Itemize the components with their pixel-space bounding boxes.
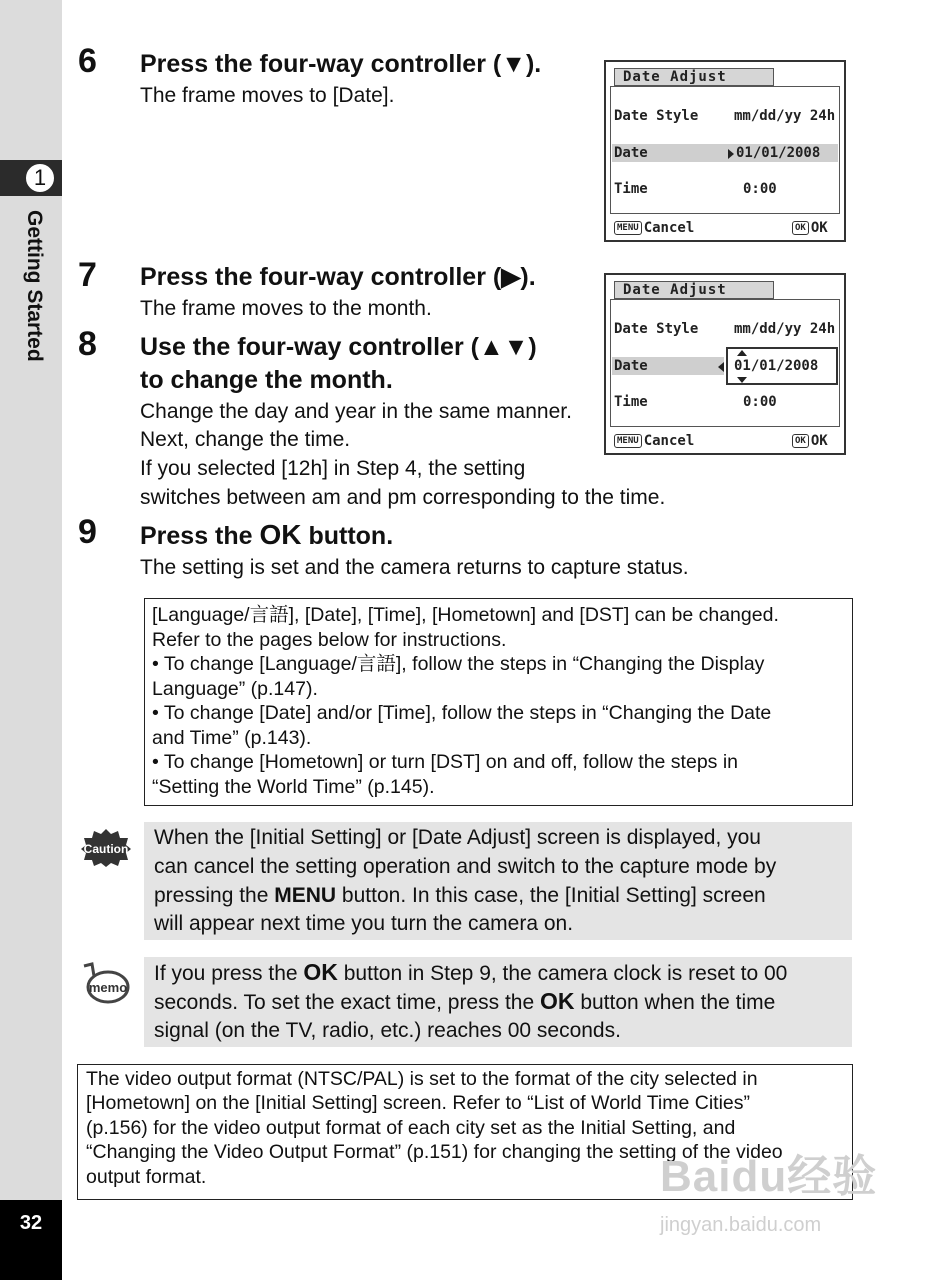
info-line-8: “Setting the World Time” (p.145). — [152, 776, 435, 798]
screen-value-time: 0:00 — [743, 181, 777, 197]
bottom-line-4: “Changing the Video Output Format” (p.151) for changing the setting of the video — [86, 1141, 783, 1163]
step-8-heading-line1: Use the four-way controller (▲▼) — [140, 333, 537, 361]
memo-line-1-prefix: If you press the — [154, 962, 304, 985]
step-9-heading — [140, 518, 393, 553]
memo-icon — [80, 962, 130, 1006]
caution-line-3-prefix: pressing the — [154, 884, 275, 907]
caution-icon — [80, 828, 132, 868]
step-8-text-1: Change the day and year in the same manner. — [140, 400, 572, 423]
chapter-title: Getting Started — [23, 210, 46, 362]
up-arrow-icon — [737, 350, 747, 356]
screen-footer-cancel — [614, 220, 694, 236]
ok-key-icon: OK — [792, 434, 809, 448]
memo-line-3: signal (on the TV, radio, etc.) reaches 00 seconds. — [154, 1019, 621, 1042]
bottom-line-1: The video output format (NTSC/PAL) is set to the format of the city selected in — [86, 1068, 758, 1090]
screen-value-date-style: mm/dd/yy 24h — [734, 108, 836, 124]
ok-button-glyph: OK — [303, 959, 338, 985]
ok-label: OK — [810, 220, 828, 236]
screen-label-date-style: Date Style — [614, 108, 699, 124]
month-value: 01 — [734, 358, 751, 374]
screen-label-date-style: Date Style — [614, 321, 699, 337]
watermark-logo: Baidu经验 — [660, 1152, 878, 1201]
memo-line-2-suffix: button when the time — [574, 991, 776, 1014]
right-arrow-icon — [728, 149, 734, 159]
info-line-5: • To change [Date] and/or [Time], follow the steps in “Changing the Date — [152, 702, 772, 724]
memo-line-2-prefix: seconds. To set the exact time, press the — [154, 991, 540, 1014]
ok-label: OK — [810, 433, 828, 449]
screen-footer-ok — [792, 220, 828, 236]
screen-value-date-style: mm/dd/yy 24h — [734, 321, 836, 337]
down-arrow-icon — [737, 377, 747, 383]
screen-label-time: Time — [614, 181, 648, 197]
cancel-label: Cancel — [643, 220, 695, 236]
menu-key-icon: MENU — [614, 221, 642, 235]
screen-footer-ok — [792, 433, 828, 449]
ok-button-glyph: OK — [539, 988, 575, 1014]
step-9-text: The setting is set and the camera returns to capture status. — [140, 556, 689, 579]
step-6-heading: Press the four-way controller (▼). — [140, 50, 542, 78]
memo-icon-label: memo — [88, 980, 128, 995]
bottom-line-5: output format. — [86, 1166, 207, 1188]
info-line-4: Language” (p.147). — [152, 678, 318, 700]
screen-tab: Date Adjust — [614, 68, 774, 86]
caution-line-3 — [154, 881, 766, 910]
menu-button-glyph: MENU — [274, 884, 337, 907]
camera-screen-date-adjust-1 — [604, 60, 846, 242]
day-year-value: /01/2008 — [750, 358, 819, 374]
bottom-line-2: [Hometown] on the [Initial Setting] screen. Refer to “List of World Time Cities” — [86, 1092, 750, 1114]
screen-label-date: Date — [614, 145, 648, 161]
step-8-number: 8 — [78, 325, 97, 363]
left-arrow-icon — [718, 362, 724, 372]
info-line-3: • To change [Language/言語], follow the steps in “Changing the Display — [152, 653, 765, 675]
step-6-number: 6 — [78, 42, 97, 80]
step-7-text: The frame moves to the month. — [140, 297, 432, 320]
page-number: 32 — [19, 1212, 43, 1234]
info-line-2: Refer to the pages below for instructions. — [152, 629, 507, 651]
screen-value-date: 01/01/2008 — [736, 145, 821, 161]
step-7-number: 7 — [78, 256, 97, 294]
watermark-url: jingyan.baidu.com — [660, 1214, 822, 1236]
screen-value-date — [734, 358, 818, 374]
caution-line-3-suffix: button. In this case, the [Initial Setting] screen — [336, 884, 766, 907]
step-9-number: 9 — [78, 513, 97, 551]
ok-button-glyph: OK — [259, 519, 302, 550]
memo-line-2 — [154, 987, 775, 1017]
screen-value-time: 0:00 — [743, 394, 777, 410]
camera-screen-date-adjust-2 — [604, 273, 846, 455]
screen-label-time: Time — [614, 394, 648, 410]
step-8-heading-line2: to change the month. — [140, 366, 393, 394]
screen-label-date: Date — [614, 358, 648, 374]
screen-tab: Date Adjust — [614, 281, 774, 299]
caution-line-1: When the [Initial Setting] or [Date Adjust] screen is displayed, you — [154, 826, 761, 849]
info-line-1: [Language/言語], [Date], [Time], [Hometown] and [DST] can be changed. — [152, 604, 779, 626]
bottom-line-3: (p.156) for the video output format of each city set as the Initial Setting, and — [86, 1117, 736, 1139]
chapter-title-wrap — [20, 210, 48, 390]
step-8-text-2: Next, change the time. — [140, 428, 351, 451]
info-line-7: • To change [Hometown] or turn [DST] on and off, follow the steps in — [152, 751, 739, 773]
screen-footer-cancel — [614, 433, 694, 449]
memo-line-1-suffix: button in Step 9, the camera clock is reset to 00 — [337, 962, 788, 985]
caution-line-4: will appear next time you turn the camera on. — [154, 912, 574, 935]
caution-line-2: can cancel the setting operation and switch to the capture mode by — [154, 855, 777, 878]
caution-icon-label: Caution — [83, 842, 129, 856]
baidu-watermark — [660, 1140, 880, 1250]
step-9-heading-prefix: Press the — [140, 522, 260, 550]
step-6-text: The frame moves to [Date]. — [140, 84, 395, 107]
chapter-number: 1 — [24, 162, 56, 194]
menu-key-icon: MENU — [614, 434, 642, 448]
step-8-text-3: If you selected [12h] in Step 4, the setting — [140, 457, 526, 480]
cancel-label: Cancel — [643, 433, 695, 449]
step-9-heading-suffix: button. — [301, 522, 394, 550]
step-8-text-4: switches between am and pm corresponding to the time. — [140, 486, 666, 509]
memo-line-1 — [154, 958, 787, 988]
info-line-6: and Time” (p.143). — [152, 727, 312, 749]
ok-key-icon: OK — [792, 221, 809, 235]
step-7-heading: Press the four-way controller (▶). — [140, 263, 536, 291]
